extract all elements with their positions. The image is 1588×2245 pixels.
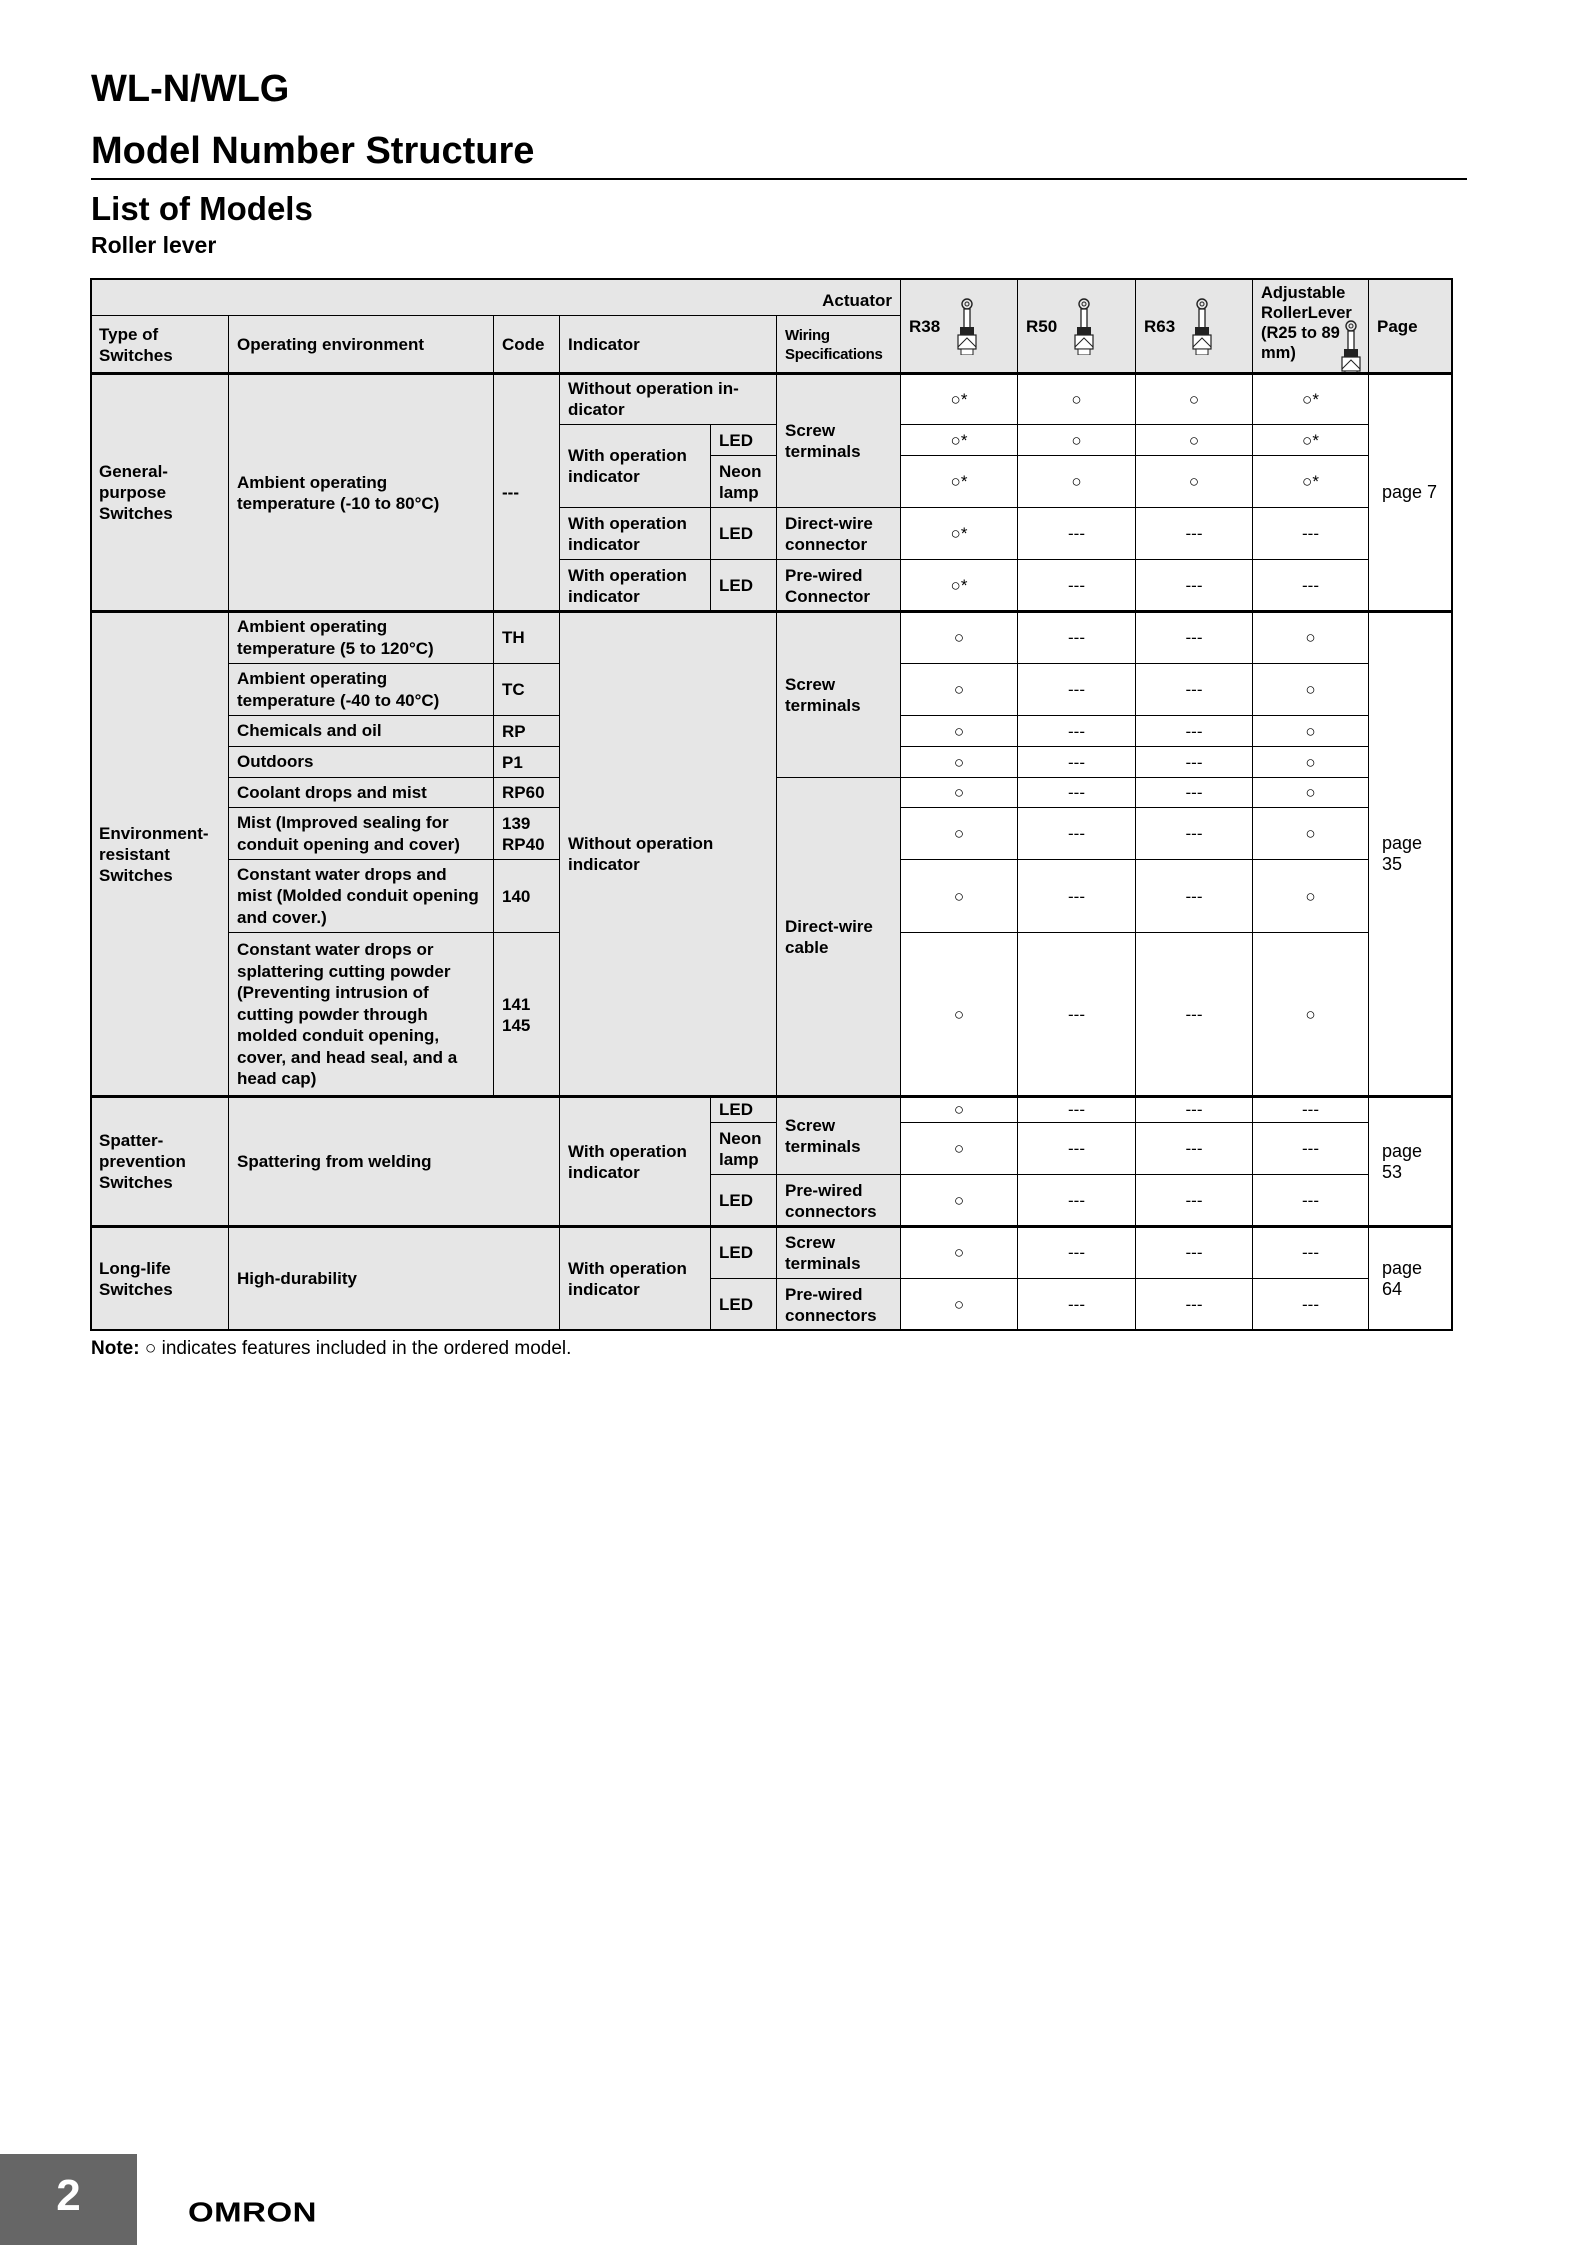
mark-cell [1017,1174,1136,1227]
mark-cell [900,455,1018,508]
mark-cell-text: ○ [1071,472,1082,491]
mark-cell-text: --- [1068,628,1085,647]
environment-cell [228,373,494,612]
lamp-cell-text: LED [719,1191,753,1210]
mark-cell-text: --- [1302,1243,1319,1262]
mark-cell [1252,611,1369,664]
code-cell-text: RP [502,721,526,741]
mark-cell [900,373,1018,425]
indicator-header-text: Indicator [568,335,640,354]
mark-cell-text: ○ [953,1139,965,1158]
code-cell-text: 141 145 [502,994,531,1035]
mark-cell-text: ○* [1302,389,1319,409]
section-title: Model Number Structure [91,130,535,172]
mark-cell [1135,611,1253,664]
mark-cell-text: ○ [1305,752,1316,772]
mark-cell [1252,507,1369,560]
group-separator [90,610,1453,613]
mark-cell [900,559,1018,612]
wiring-cell [776,1174,901,1227]
page-link [1368,611,1453,1097]
mark-cell-text: --- [1302,1191,1319,1210]
mark-cell [900,1096,1018,1123]
adjustable-roller-lever-icon [1340,319,1362,377]
mark-cell [1252,715,1369,747]
mark-cell [900,715,1018,747]
mark-cell-text: ○ [1305,680,1316,699]
mark-cell-text: ○ [953,1191,965,1210]
wiring-cell-text: Screw terminals [785,1115,861,1156]
mark-cell [1252,807,1369,860]
mark-cell [1252,1096,1369,1123]
mark-cell-text: --- [1185,680,1203,699]
mark-cell [1017,859,1136,933]
mark-cell [1135,1174,1253,1227]
mark-cell [1135,746,1253,778]
environment-cell [228,1226,560,1331]
lamp-cell [710,507,777,560]
mark-cell-text: ○ [1071,389,1082,409]
mark-cell [1252,746,1369,778]
mark-cell-text: --- [1068,886,1085,906]
mark-cell [1017,932,1136,1097]
wiring-cell [776,1278,901,1331]
indicator-cell-text: With operation indicator [568,565,687,606]
code-cell [493,373,560,612]
page-number: 2 [56,2170,81,2220]
mark-cell-text: --- [1185,783,1203,802]
mark-cell-text: ○* [950,472,968,491]
lamp-cell-text: LED [719,524,753,543]
indicator-header [559,315,777,374]
indicator-cell-text: Without operation in-dicator [568,379,739,419]
indicator-cell-text: With operation indicator [568,1141,687,1182]
wiring-cell [776,1096,901,1175]
subsection-title: List of Models [91,190,313,227]
mark-cell [1252,777,1369,808]
mark-cell [900,746,1018,778]
wiring-cell [776,559,901,612]
wiring-cell [776,1226,901,1279]
title-rule [91,178,1467,180]
environment-cell-text: Constant water drops and mist (Molded conduit opening and cover.) [237,864,479,927]
mark-cell [1135,1122,1253,1175]
environment-cell-text: Coolant drops and mist [237,782,427,802]
mark-cell [1252,1174,1369,1227]
code-cell-text: TH [502,628,525,647]
mark-cell [1252,424,1369,456]
mark-cell-text: --- [1185,1295,1203,1314]
environment-cell-text: Mist (Improved sealing for conduit opening and cover) [237,813,460,854]
mark-cell [1017,611,1136,664]
mark-cell-text: --- [1185,824,1203,843]
lamp-cell [710,1096,777,1123]
page-link [1368,1226,1453,1331]
type-cell [90,1096,229,1227]
mark-cell [900,507,1018,560]
wiring-cell [776,777,901,1097]
mark-cell-text: --- [1068,680,1085,699]
mark-cell-text: ○* [950,576,968,595]
note-text: ○ indicates features included in the ordered model. [139,1338,572,1359]
mark-cell [1252,373,1369,425]
mark-cell-text: --- [1068,721,1085,741]
wiring-header [776,315,901,374]
wiring-cell-text: Pre-wired connectors [785,1284,877,1325]
environment-cell [228,1096,560,1227]
roller-lever-r38-icon [956,297,978,355]
code-cell [493,715,560,747]
code-cell [493,859,560,933]
mark-cell-text: --- [1068,576,1085,595]
mark-cell-text: --- [1068,1100,1085,1119]
lamp-cell-text: LED [719,430,753,450]
environment-cell [228,807,494,860]
mark-cell-text: --- [1185,886,1203,906]
type-cell-text: Environment-resistant Switches [99,823,209,885]
mark-cell-text: ○ [953,1243,965,1262]
page-link [1368,373,1453,612]
type-cell [90,611,229,1097]
mark-cell [900,777,1018,808]
mark-cell [1017,507,1136,560]
mark-cell [1135,373,1253,425]
mark-cell-text: ○ [953,886,965,906]
mark-cell [900,663,1018,716]
mark-cell-text: --- [1068,1243,1085,1262]
mark-cell-text: --- [1302,1100,1319,1119]
mark-cell-text: ○ [1188,430,1200,450]
mark-cell-text: ○ [1188,389,1200,409]
mark-cell-text: --- [1068,1005,1085,1024]
mark-cell-text: ○ [1305,824,1316,843]
mark-cell [900,1122,1018,1175]
environment-cell [228,859,494,933]
wiring-cell-text: Screw terminals [785,1232,861,1273]
mark-cell-text: ○* [1302,472,1319,491]
type-cell-text: General-purpose Switches [99,462,173,523]
note-label: Note: [91,1338,140,1359]
page-link [1368,1096,1453,1227]
wiring-cell [776,373,901,508]
mark-cell [1017,559,1136,612]
wiring-cell [776,611,901,778]
environment-cell [228,611,494,664]
mark-cell [900,1174,1018,1227]
indicator-cell [559,373,777,425]
mark-cell [1017,1278,1136,1331]
mark-cell [1135,424,1253,456]
lamp-cell [710,559,777,612]
page-header [1368,278,1453,374]
environment-cell-text: High-durability [237,1269,357,1288]
environment-cell-text: Ambient operating temperature (-10 to 80°C) [237,472,440,513]
wiring-cell-text: Pre-wired connectors [785,1180,877,1221]
omron-logo: OMRON [188,2195,317,2228]
lamp-cell-text: Neon lamp [719,461,762,502]
mark-cell [900,932,1018,1097]
mark-cell [1135,507,1253,560]
mark-cell [1252,1122,1369,1175]
category-label: Roller lever [91,232,217,258]
actuator-r50-header [1017,278,1136,374]
code-cell-text: 140 [502,886,531,906]
mark-cell [1017,777,1136,808]
mark-cell-text: --- [1068,824,1085,843]
mark-cell-text: --- [1302,1295,1319,1314]
mark-cell-text: --- [1068,1191,1085,1210]
mark-cell-text: ○ [953,721,965,741]
mark-cell-text: ○* [1302,430,1319,450]
mark-cell [1252,1226,1369,1279]
wiring-cell-text: Direct-wire connector [785,513,873,554]
mark-cell [1017,424,1136,456]
environment-cell-text: Spattering from welding [237,1152,432,1171]
page-link-text: page 35 [1382,833,1423,874]
code-cell [493,932,560,1097]
mark-cell-text: --- [1068,783,1085,802]
wiring-header-text: Wiring Specifications [785,326,883,363]
code-header [493,315,560,374]
mark-cell [1017,455,1136,508]
indicator-cell [559,507,711,560]
lamp-cell-text: LED [719,1243,753,1262]
wiring-cell [776,507,901,560]
type-header-text: Type of Switches [99,324,173,365]
environment-cell [228,715,494,747]
mark-cell [1017,807,1136,860]
page-link-text: page 64 [1382,1257,1423,1299]
lamp-cell [710,424,777,456]
mark-cell-text: ○ [953,1100,965,1119]
mark-cell-text: --- [1302,1139,1319,1158]
environment-header-text: Operating environment [237,335,425,354]
mark-cell [1017,746,1136,778]
indicator-cell [559,1096,711,1227]
code-cell [493,663,560,716]
environment-cell [228,777,494,808]
mark-cell [900,1278,1018,1331]
code-cell-text: P1 [502,752,523,772]
page-header-text: Page [1377,316,1418,336]
lamp-cell [710,1174,777,1227]
roller-lever-r50-icon [1073,297,1095,355]
code-header-text: Code [502,335,545,354]
mark-cell [1017,1096,1136,1123]
roller-lever-r63-icon [1191,297,1213,355]
environment-cell-text: Chemicals and oil [237,721,382,741]
actuator-r63-header [1135,278,1253,374]
mark-cell-text: --- [1185,1100,1203,1119]
indicator-cell [559,559,711,612]
mark-cell-text: ○ [1071,430,1082,450]
mark-cell-text: --- [1185,1191,1203,1210]
type-header [90,315,229,374]
mark-cell [1252,932,1369,1097]
mark-cell [1252,559,1369,612]
group-separator [90,1225,1453,1228]
table-note [91,1338,571,1360]
mark-cell [900,807,1018,860]
mark-cell [900,424,1018,456]
indicator-cell [559,424,711,508]
indicator-cell-text: With operation indicator [568,446,687,486]
environment-cell [228,932,494,1097]
page-link-text: page 53 [1382,1140,1423,1182]
lamp-cell-text: LED [719,576,753,595]
group-separator [90,372,1453,375]
mark-cell [900,611,1018,664]
actuator-r38-header [900,278,1018,374]
actuator-header-text: Actuator [822,290,892,310]
mark-cell [1017,1226,1136,1279]
code-cell [493,611,560,664]
mark-cell [1017,373,1136,425]
mark-cell-text: --- [1185,1243,1203,1262]
page-number-box [0,2154,137,2245]
mark-cell-text: ○ [1305,783,1316,802]
mark-cell-text: --- [1185,524,1203,543]
mark-cell-text: --- [1302,576,1319,595]
mark-cell-text: ○ [1188,472,1200,491]
lamp-cell [710,1226,777,1279]
lamp-cell [710,1278,777,1331]
mark-cell-text: ○* [950,524,968,543]
wiring-cell-text: Direct-wire cable [785,917,873,957]
mark-cell-text: ○ [953,1295,965,1314]
wiring-cell-text: Screw terminals [785,674,861,715]
mark-cell [1135,1226,1253,1279]
mark-cell-text: ○ [953,824,965,843]
environment-cell-text: Constant water drops or splattering cutting powder (Preventing intrusion of cutting powder through molded conduit opening, cover, and head seal, and a head cap) [237,940,458,1089]
actuator-header [90,278,901,316]
mark-cell-text: ○* [950,430,968,450]
code-cell [493,807,560,860]
mark-cell-text: --- [1068,524,1085,543]
mark-cell [1135,807,1253,860]
mark-cell-text: --- [1068,752,1085,772]
mark-cell [1252,1278,1369,1331]
mark-cell-text: ○ [1305,721,1316,741]
mark-cell-text: --- [1185,1005,1203,1024]
actuator-adjustable-header [1252,278,1369,374]
environment-cell [228,746,494,778]
environment-cell-text: Ambient operating temperature (5 to 120°C) [237,617,434,658]
code-cell-text: 139 RP40 [502,813,545,854]
actuator-adjustable-header-text: Adjustable RollerLever (R25 to 89 mm) [1261,284,1352,362]
lamp-cell-text: LED [719,1100,753,1119]
environment-cell-text: Ambient operating temperature (-40 to 40°C) [237,669,440,710]
mark-cell [1135,715,1253,747]
mark-cell [1135,455,1253,508]
lamp-cell-text: LED [719,1295,753,1314]
mark-cell-text: ○ [1305,886,1316,906]
mark-cell-text: ○ [953,1005,965,1024]
mark-cell [1135,559,1253,612]
mark-cell [1252,663,1369,716]
mark-cell [1252,859,1369,933]
mark-cell-text: ○ [1305,1005,1316,1024]
mark-cell-text: ○ [953,752,965,772]
environment-header [228,315,494,374]
lamp-cell [710,1122,777,1175]
mark-cell [1135,1096,1253,1123]
mark-cell-text: --- [1185,1139,1203,1158]
lamp-cell-text: Neon lamp [719,1128,762,1169]
actuator-r50-header-text: R50 [1026,316,1058,336]
mark-cell [1017,715,1136,747]
type-cell [90,373,229,612]
code-cell-text: TC [502,680,525,699]
code-cell-text: RP60 [502,783,545,802]
mark-cell-text: --- [1068,1295,1085,1314]
mark-cell [1017,1122,1136,1175]
environment-cell [228,663,494,716]
mark-cell [900,859,1018,933]
mark-cell [1252,455,1369,508]
product-title: WL-N/WLG [91,68,290,110]
lamp-cell [710,455,777,508]
type-cell-text: Long-life Switches [99,1258,173,1299]
mark-cell-text: --- [1185,628,1203,647]
mark-cell-text: ○ [1305,628,1316,647]
mark-cell [1135,859,1253,933]
mark-cell-text: ○ [953,680,965,699]
type-cell-text: Spatter-prevention Switches [99,1131,186,1192]
indicator-cell [559,1226,711,1331]
mark-cell-text: --- [1068,1139,1085,1158]
indicator-cell-text: With operation indicator [568,513,687,554]
mark-cell [1135,1278,1253,1331]
actuator-r63-header-text: R63 [1144,316,1176,336]
page-link-text: page 7 [1382,482,1438,502]
mark-cell-text: ○* [950,389,968,409]
mark-cell-text: ○ [953,628,965,647]
mark-cell [1017,663,1136,716]
mark-cell [1135,663,1253,716]
code-cell-text: --- [502,483,519,502]
group-separator [90,1095,1453,1098]
mark-cell-text: --- [1302,524,1319,543]
wiring-cell-text: Screw terminals [785,420,861,461]
mark-cell-text: ○ [953,783,965,802]
indicator-cell-text: With operation indicator [568,1258,687,1299]
mark-cell-text: --- [1185,721,1203,741]
mark-cell [1135,777,1253,808]
type-cell [90,1226,229,1331]
mark-cell [1135,932,1253,1097]
wiring-cell-text: Pre-wired Connector [785,565,870,606]
actuator-r38-header-text: R38 [909,316,941,336]
mark-cell-text: --- [1185,576,1203,595]
mark-cell-text: --- [1185,752,1203,772]
environment-cell-text: Outdoors [237,752,314,772]
mark-cell [900,1226,1018,1279]
indicator-cell [559,611,777,1097]
code-cell [493,746,560,778]
code-cell [493,777,560,808]
indicator-cell-text: Without operation indicator [568,834,714,874]
